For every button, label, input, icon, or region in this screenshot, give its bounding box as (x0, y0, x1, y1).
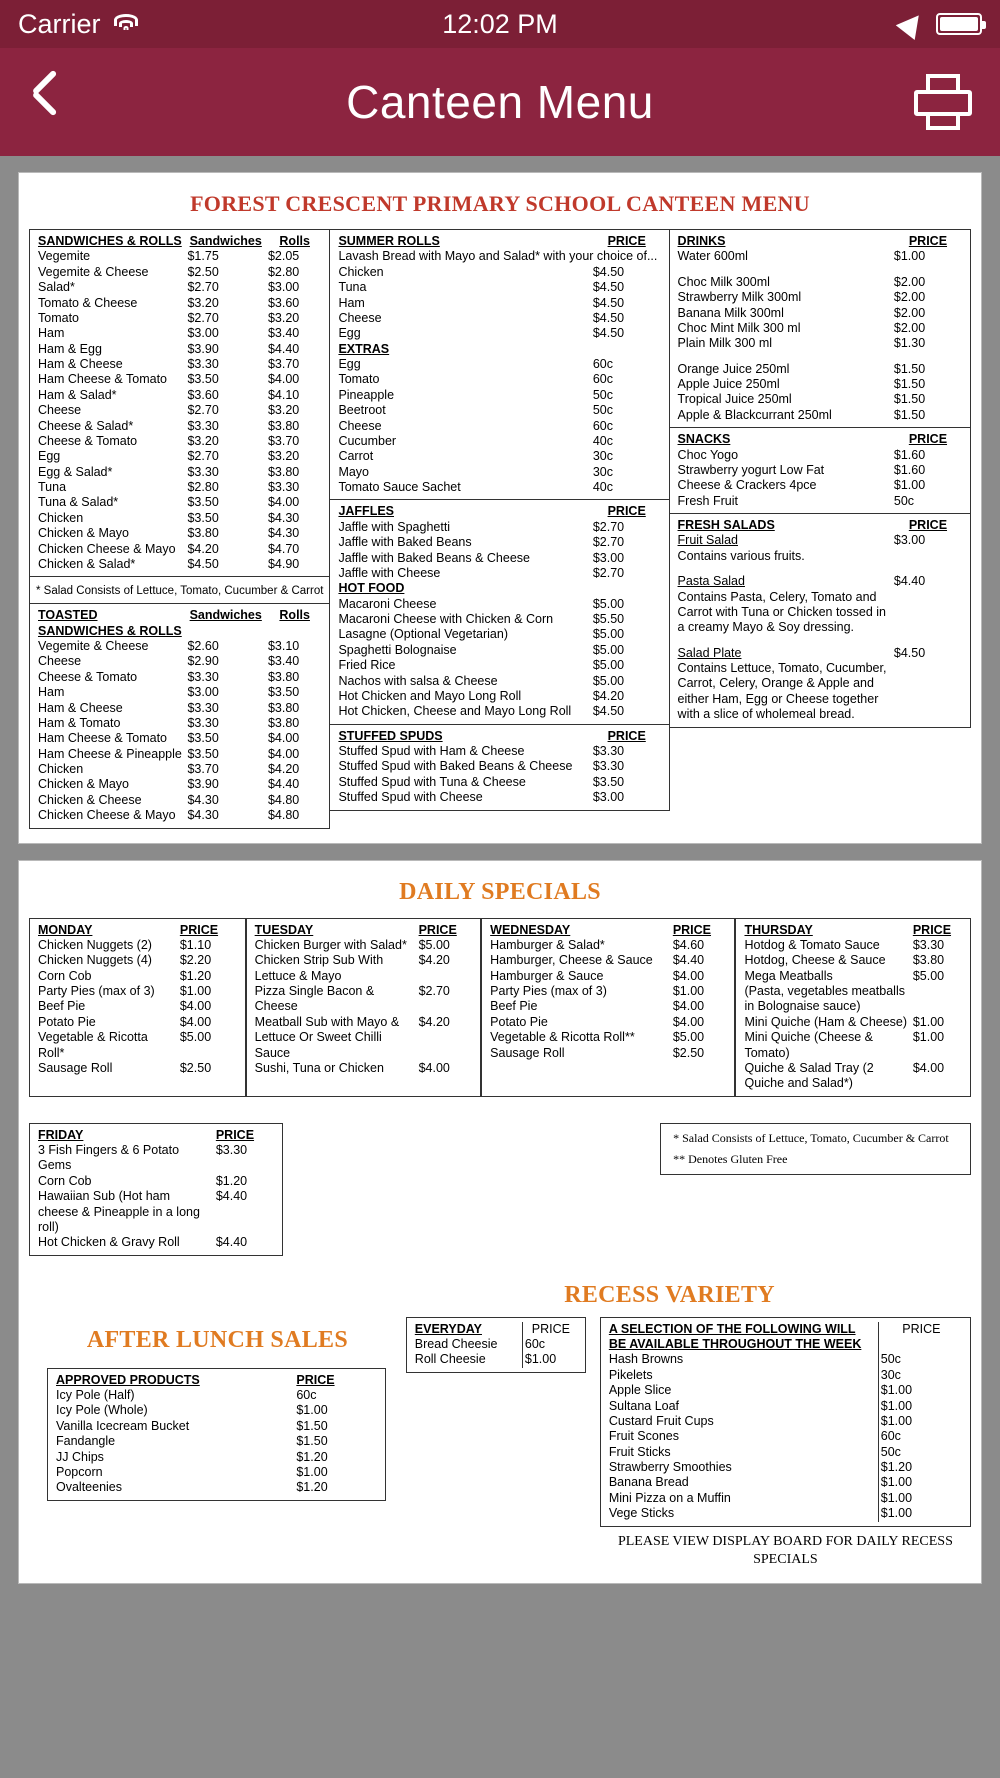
price-header: PRICE (607, 234, 646, 248)
table-row: Fruit Salad $3.00 (677, 533, 926, 548)
table-row: Cheese $2.90 $3.40 (38, 654, 300, 669)
price-header: PRICE (878, 1322, 964, 1353)
table-row: Fried Rice $5.00 (338, 658, 625, 673)
table-row: Vegetable & Ricotta Roll* $5.00 (38, 1030, 212, 1060)
table-row: Banana Milk 300ml $2.00 (677, 305, 926, 320)
table-row: Strawberry Milk 300ml $2.00 (677, 290, 926, 305)
table-row: Party Pies (max of 3) $1.00 (490, 984, 705, 998)
price-header: PRICE (607, 728, 646, 743)
toasted-heading: TOASTED SANDWICHES & ROLLS (38, 608, 182, 638)
price-header: PRICE (607, 504, 646, 519)
hot-food-heading: HOT FOOD (338, 581, 405, 596)
table-row: Ham Cheese & Tomato $3.50 $4.00 (38, 372, 300, 387)
table-row: Fruit Scones 60c (607, 1429, 964, 1444)
fresh-salads-heading: FRESH SALADS (677, 518, 775, 532)
table-row: Ham & Egg $3.90 $4.40 (38, 341, 300, 356)
table-row: Hotdog, Cheese & Sauce $3.80 (744, 953, 945, 968)
table-row: Ham Cheese & Pineapple $3.50 $4.00 (38, 746, 300, 761)
table-row: Corn Cob $1.20 (38, 1173, 248, 1188)
table-row: Cheese & Crackers 4pce $1.00 (677, 478, 926, 493)
approved-products-heading: APPROVED PRODUCTS (56, 1372, 200, 1387)
day-heading: TUESDAY (254, 922, 314, 937)
status-right (900, 13, 982, 35)
table-row: Ham $3.00 $3.50 (38, 685, 300, 700)
table-row: Ham & Tomato $3.30 $3.80 (38, 715, 300, 730)
table-row: Ham $4.50 (338, 295, 625, 310)
table-row: Vegemite $1.75 $2.05 (38, 249, 300, 264)
page-content (0, 156, 1000, 1616)
table-row: (Pasta, vegetables meatballs in Bolognaise sauce) (744, 984, 905, 1014)
table-row: Tomato $2.70 $3.20 (38, 310, 300, 325)
after-lunch-heading: AFTER LUNCH SALES (86, 1326, 348, 1353)
daily-specials-columns (29, 918, 971, 1097)
table-row: Tropical Juice 250ml $1.50 (677, 392, 926, 407)
table-row: Beetroot 50c (338, 403, 613, 418)
table-row: Chicken Nuggets (2) $1.10 (38, 937, 212, 952)
table-row: Chicken Strip Sub With Lettuce & Mayo $4.20 (254, 953, 450, 983)
table-row: Mega Meatballs $5.00 (744, 968, 945, 983)
table-row: Hamburger, Cheese & Sauce $4.40 (490, 953, 705, 968)
table-row: Roll Cheesie $1.00 (413, 1352, 579, 1367)
table-row: Cucumber 40c (338, 433, 613, 448)
table-row: Ham & Salad* $3.60 $4.10 (38, 387, 300, 402)
jaffles-hotfood-block (330, 500, 669, 724)
table-row: Chicken Cheese & Mayo $4.30 $4.80 (38, 808, 300, 823)
extras-heading: EXTRAS (338, 341, 390, 356)
snacks-block (670, 428, 971, 514)
table-row: Chicken & Salad* $4.50 $4.90 (38, 556, 300, 571)
table-row: Stuffed Spud with Cheese $3.00 (338, 790, 625, 805)
day-heading: FRIDAY (38, 1127, 84, 1142)
table-row: Plain Milk 300 ml $1.30 (677, 336, 926, 351)
price-header: PRICE (908, 432, 948, 447)
table-row: Strawberry Smoothies $1.20 (607, 1460, 964, 1475)
table-row: Cheese 60c (338, 418, 613, 433)
carrier-label: Carrier (18, 8, 101, 39)
friday-block (29, 1123, 283, 1256)
table-row: Egg & Salad* $3.30 $3.80 (38, 464, 300, 479)
table-row: Stuffed Spud with Ham & Cheese $3.30 (338, 744, 625, 758)
day-column-thursday (735, 918, 971, 1097)
table-row: Meatball Sub with Mayo & Lettuce Or Sweet Chilli Sauce $4.20 (254, 1014, 450, 1060)
legend-gluten-free: ** Denotes Gluten Free (673, 1151, 788, 1166)
summer-rolls-heading: SUMMER ROLLS (338, 234, 440, 248)
table-row: Popcorn $1.00 (56, 1464, 328, 1479)
table-row: Sausage Roll $2.50 (490, 1045, 705, 1060)
friday-legend-row (29, 1123, 971, 1256)
navigation-bar (0, 48, 1000, 156)
menu-column-middle (330, 229, 669, 829)
table-row: Chicken $4.50 (338, 264, 625, 279)
table-row: Tomato 60c (338, 372, 613, 387)
table-row: Hawaiian Sub (Hot ham cheese & Pineapple in a long roll) $4.40 (38, 1189, 248, 1234)
sandwiches-heading: SANDWICHES & ROLLS (38, 234, 182, 248)
table-row: Hamburger & Sauce $4.00 (490, 968, 705, 983)
col-rolls: Rolls (279, 234, 310, 248)
table-row: Egg 60c (338, 357, 613, 371)
table-row: Cheese & Salad* $3.30 $3.80 (38, 418, 300, 433)
table-row: Carrot 30c (338, 449, 613, 464)
table-row: Ovalteenies $1.20 (56, 1480, 328, 1495)
table-row: Apple Slice $1.00 (607, 1383, 964, 1398)
table-row: Salad* $2.70 $3.00 (38, 280, 300, 295)
sandwiches-block (29, 229, 330, 577)
table-row: Sushi, Tuna or Chicken $4.00 (254, 1060, 450, 1075)
recess-footer-note: PLEASE VIEW DISPLAY BOARD FOR DAILY RECESS SPECIALS (617, 1533, 953, 1567)
table-row: Sausage Roll $2.50 (38, 1060, 212, 1075)
table-row: Stuffed Spud with Baked Beans & Cheese $3.30 (338, 759, 625, 774)
table-row: Hot Chicken, Cheese and Mayo Long Roll $4.50 (338, 704, 625, 719)
table-row: Jaffle with Baked Beans $2.70 (338, 535, 625, 550)
table-row: Tuna $2.80 $3.30 (38, 480, 300, 494)
table-row: Choc Yogo $1.60 (677, 447, 926, 462)
table-row: Pikelets 30c (607, 1368, 964, 1383)
menu-column-right (670, 229, 971, 829)
fresh-salads-block: FRESH SALADS PRICE Fruit Salad $3.00 Contains various fruits. Pasta Salad $4.40 Contains Pasta, Celery, Tomato and Carrot with Tuna or Chicken tossed in a creamy Mayo & Soy dressing. Salad Plate $4.50 Contains Lettuce, Tomato, Cucumber, Carrot, Celery, Orange & Apple and either Ham, Egg or Cheese together with a slice of wholemeal bread. (670, 514, 971, 728)
table-row: Potato Pie $4.00 (490, 1014, 705, 1029)
table-row: Quiche & Salad Tray (2 Quiche and Salad*) $4.00 (744, 1060, 945, 1091)
stuffed-spuds-heading: STUFFED SPUDS (338, 728, 443, 743)
table-row: Hash Browns 50c (607, 1352, 964, 1367)
price-header: PRICE (912, 922, 952, 937)
recess-variety-heading: RECESS VARIETY (564, 1281, 775, 1308)
table-row: Fresh Fruit 50c (677, 493, 915, 508)
day-column-wednesday (481, 918, 735, 1097)
table-row: Pasta Salad $4.40 (677, 574, 926, 589)
price-header: PRICE (179, 922, 219, 937)
table-row: Chicken $3.70 $4.20 (38, 762, 300, 776)
table-row: Tuna $4.50 (338, 280, 625, 295)
menu-column-left (29, 229, 330, 829)
col-sandwiches-toasted: Sandwiches (189, 608, 262, 623)
table-row: Macaroni Cheese $5.00 (338, 596, 625, 611)
table-row: Icy Pole (Whole) $1.00 (56, 1403, 328, 1418)
table-row: Hotdog & Tomato Sauce $3.30 (744, 937, 945, 952)
table-row: Vegemite & Cheese $2.50 $2.80 (38, 264, 300, 279)
after-lunch-block (47, 1368, 386, 1501)
table-row: Vege Sticks $1.00 (607, 1506, 964, 1521)
clock-label: 12:02 PM (442, 8, 558, 39)
menu-card (18, 172, 982, 844)
table-row: Chicken Nuggets (4) $2.20 (38, 953, 212, 968)
table-row: Icy Pole (Half) 60c (56, 1388, 317, 1402)
table-row: Egg $4.50 (338, 326, 625, 341)
snacks-heading: SNACKS (677, 432, 731, 447)
page-title: Canteen Menu (346, 76, 654, 128)
day-column-tuesday (246, 918, 482, 1097)
table-row: Jaffle with Baked Beans & Cheese $3.00 (338, 550, 625, 565)
table-row: Bread Cheesie 60c (413, 1337, 579, 1352)
table-row: Tomato & Cheese $3.20 $3.60 (38, 295, 300, 310)
battery-icon (936, 13, 982, 35)
table-row: Jaffle with Cheese $2.70 (338, 565, 625, 580)
table-row: Vegemite & Cheese $2.60 $3.10 (38, 639, 300, 653)
table-row: Fandangle $1.50 (56, 1434, 328, 1449)
price-header: PRICE (215, 1127, 255, 1142)
stuffed-spuds-block (330, 725, 669, 811)
toasted-block (29, 604, 330, 828)
price-header: PRICE (908, 518, 948, 532)
table-row: Stuffed Spud with Tuna & Cheese $3.50 (338, 774, 625, 789)
everyday-heading: EVERYDAY (414, 1321, 482, 1336)
table-row: Cheese & Tomato $3.30 $3.80 (38, 669, 300, 684)
jaffles-heading: JAFFLES (338, 504, 394, 519)
salad-footnote: * Salad Consists of Lettuce, Tomato, Cucumber & Carrot (29, 577, 330, 604)
table-row: Apple Juice 250ml $1.50 (677, 377, 926, 391)
price-header: PRICE (522, 1322, 578, 1337)
day-heading: THURSDAY (744, 922, 813, 937)
table-row: Pineapple 50c (338, 387, 613, 402)
table-row: Mini Quiche (Cheese & Tomato) $1.00 (744, 1030, 945, 1060)
table-row: Vanilla Icecream Bucket $1.50 (56, 1418, 328, 1433)
summer-rolls-block (330, 229, 669, 500)
table-row: Apple & Blackcurrant 250ml $1.50 (677, 407, 926, 422)
table-row: Cheese $4.50 (338, 310, 625, 325)
table-row: Chicken & Mayo $3.90 $4.40 (38, 777, 300, 792)
table-row: Nachos with salsa & Cheese $5.00 (338, 673, 625, 688)
selection-heading: A SELECTION OF THE FOLLOWING WILL BE AVAILABLE THROUGHOUT THE WEEK (608, 1321, 862, 1351)
col-rolls-toasted: Rolls (279, 608, 310, 623)
table-row: Chicken & Mayo $3.80 $4.30 (38, 526, 300, 541)
selection-section (600, 1317, 971, 1569)
table-row: Chicken Cheese & Mayo $4.20 $4.70 (38, 541, 300, 556)
table-row: Hot Chicken & Gravy Roll $4.40 (38, 1235, 248, 1250)
table-row: Pizza Single Bacon & Cheese $2.70 (254, 984, 450, 1014)
table-row: Beef Pie $4.00 (490, 999, 705, 1014)
price-header: PRICE (908, 234, 948, 248)
table-row: Custard Fruit Cups $1.00 (607, 1414, 964, 1429)
table-row: Spaghetti Bolognaise $5.00 (338, 642, 625, 657)
table-row: Tuna & Salad* $3.50 $4.00 (38, 495, 300, 510)
drinks-block (670, 229, 971, 428)
table-row: Chicken $3.50 $4.30 (38, 510, 300, 525)
location-arrow-icon (896, 8, 928, 40)
table-row: Lasagne (Optional Vegetarian) $5.00 (338, 627, 625, 642)
table-row: Macaroni Cheese with Chicken & Corn $5.50 (338, 612, 625, 626)
menu-columns (29, 229, 971, 829)
table-row: Egg $2.70 $3.20 (38, 449, 300, 464)
price-header: PRICE (418, 922, 457, 937)
table-row: Potato Pie $4.00 (38, 1014, 212, 1029)
table-row: Ham & Cheese $3.30 $3.80 (38, 700, 300, 715)
table-row: Choc Milk 300ml $2.00 (677, 274, 926, 289)
table-row: Tomato Sauce Sachet 40c (338, 480, 613, 494)
table-row: Fruit Sticks 50c (607, 1445, 964, 1460)
legend-block (660, 1123, 971, 1175)
table-row: Party Pies (max of 3) $1.00 (38, 984, 212, 998)
table-row: Mini Quiche (Ham & Cheese) $1.00 (744, 1014, 945, 1029)
price-header: PRICE (296, 1372, 335, 1387)
table-row: Cheese & Tomato $3.20 $3.70 (38, 433, 300, 448)
day-column-monday (29, 918, 246, 1097)
table-row: Hot Chicken and Mayo Long Roll $4.20 (338, 688, 625, 703)
table-row: 3 Fish Fingers & 6 Potato Gems $3.30 (38, 1143, 248, 1173)
table-row: Cheese $2.70 $3.20 (38, 403, 300, 418)
price-header: PRICE (672, 922, 712, 937)
table-row: Orange Juice 250ml $1.50 (677, 361, 926, 376)
recess-section (406, 1317, 971, 1569)
wifi-icon (113, 14, 139, 34)
table-row: Salad Plate $4.50 (677, 645, 926, 660)
table-row: JJ Chips $1.20 (56, 1449, 328, 1464)
table-row: Choc Mint Milk 300 ml $2.00 (677, 320, 926, 335)
summer-rolls-desc: Lavash Bread with Mayo and Salad* with your choice of... (338, 249, 658, 264)
menu-heading: FOREST CRESCENT PRIMARY SCHOOL CANTEEN MENU (190, 191, 810, 216)
table-row: Chicken & Cheese $4.30 $4.80 (38, 792, 300, 807)
table-row: Ham & Cheese $3.30 $3.70 (38, 357, 300, 371)
status-bar (0, 0, 1000, 48)
status-left (18, 9, 139, 40)
table-row: Mayo 30c (338, 464, 613, 479)
table-row: Mini Pizza on a Muffin $1.00 (607, 1491, 964, 1506)
bottom-row (29, 1317, 971, 1569)
table-row: Jaffle with Spaghetti $2.70 (338, 519, 625, 534)
drinks-heading: DRINKS (677, 234, 726, 248)
table-row: Water 600ml $1.00 (677, 249, 926, 264)
table-row: Chicken Burger with Salad* $5.00 (254, 937, 450, 952)
after-lunch-section (29, 1317, 406, 1501)
day-heading: WEDNESDAY (490, 922, 571, 937)
daily-specials-card (18, 860, 982, 1584)
selection-block (600, 1317, 971, 1527)
table-row: Banana Bread $1.00 (607, 1475, 964, 1490)
everyday-block (406, 1317, 586, 1373)
daily-specials-heading: DAILY SPECIALS (399, 878, 601, 905)
legend-salad: * Salad Consists of Lettuce, Tomato, Cucumber & Carrot (673, 1130, 949, 1145)
printer-icon[interactable] (912, 74, 974, 130)
table-row: Corn Cob $1.20 (38, 968, 212, 983)
table-row: Ham $3.00 $3.40 (38, 326, 300, 341)
table-row: Hamburger & Salad* $4.60 (490, 937, 705, 952)
table-row: Strawberry yogurt Low Fat $1.60 (677, 462, 926, 477)
table-row: Vegetable & Ricotta Roll** $5.00 (490, 1030, 705, 1045)
col-sandwiches: Sandwiches (189, 234, 262, 248)
table-row: Ham Cheese & Tomato $3.50 $4.00 (38, 731, 300, 746)
table-row: Beef Pie $4.00 (38, 999, 212, 1014)
day-heading: MONDAY (38, 922, 93, 937)
table-row: Sultana Loaf $1.00 (607, 1399, 964, 1414)
